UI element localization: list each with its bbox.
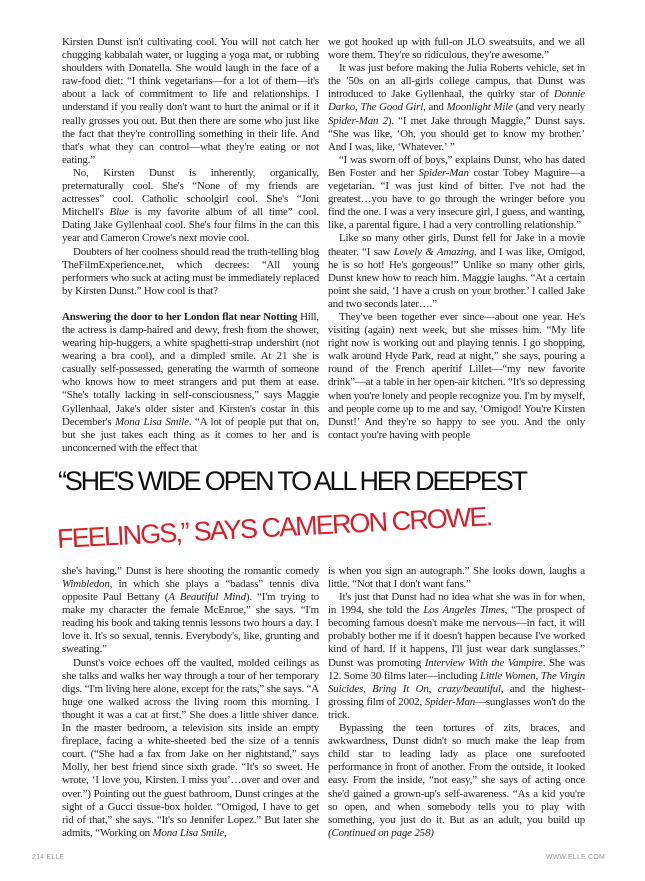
- pull-quote-line-1: “SHE'S WIDE OPEN TO ALL HER DEEPEST: [58, 465, 526, 496]
- article-paragraph: [62, 36, 319, 167]
- text-run: is when you sign an autograph.” She looks down, laughs a little. “Not that I don't want fans.”: [328, 564, 585, 590]
- article-paragraph: [328, 36, 585, 62]
- text-run: , in which she plays a “badass” tennis diva opposite Paul Bettany (: [62, 578, 319, 604]
- article-paragraph: [62, 167, 319, 246]
- italic-title: Wimbledon: [62, 578, 110, 590]
- text-run: . “A lot of people put that on, but she just takes each thing as it comes to her and is unconcerned with the effect that: [62, 415, 319, 454]
- text-run: , and I was like, Omigod, he is so hot! He's gorgeous!” Unlike so many other girls, Dunst knew how to reach him. Maggie laughs. “At a certain point she said, ‘I have a crush on your brother.’ I called Jake and two seconds later….”: [328, 245, 585, 310]
- text-run: —sunglasses won't do the trick.: [328, 695, 585, 721]
- text-run: It was just before making the Julia Roberts vehicle, set in the '50s on an all-girls college campus, that Dunst was introduced to Jake Gyllenhaal, the quirky star of: [328, 62, 585, 101]
- article-paragraph: [328, 232, 585, 311]
- italic-title: A Beautiful Mind: [168, 591, 246, 604]
- text-run: is my favorite album of all time” cool. Dating Jake Gyllenhaal cool. She's four films in the can this year and Cameron Crowe's next movie cool.: [62, 206, 319, 245]
- article-paragraph: [328, 154, 585, 233]
- page-footer: [0, 840, 645, 861]
- bottom-columns: [0, 565, 583, 840]
- text-run: Hill, the actress is damp-haired and dewy, fresh from the shower, wearing hip-huggers, a white spaghetti-strap undershirt (not wearing a bra cool), and a dimpled smile. At 21 she is casually self-possessed, generating the warmth of someone who knows how to meet strangers and put them at ease. “She's totally lacking in self-consciousness,” says Maggie Gyllenhaal, Jake's older sister and Kirsten's costar in this December's: [62, 310, 319, 428]
- italic-title: Moonlight Mile: [446, 101, 513, 114]
- pull-quote-line-2: FEELINGS,” SAYS CAMERON CROWE.: [56, 501, 492, 554]
- article-column-1: [62, 36, 319, 455]
- article-paragraph: [328, 311, 585, 442]
- article-column-4: [328, 565, 585, 840]
- pull-quote-line-2-wrapper: [58, 497, 587, 555]
- text-run: we got hooked up with full-on JLO sweatsuits, and we all wore them. They're so ridiculous, they're awesome.”: [328, 36, 585, 62]
- italic-title: Little Women, The Virgin Suicides, Bring It On, crazy/beautiful: [328, 669, 585, 695]
- text-run: Like so many other girls, Dunst fell for Jake in a movie theater. “I saw: [328, 232, 585, 258]
- text-run: (and very nearly: [512, 101, 585, 114]
- pull-quote: [0, 465, 587, 555]
- article-paragraph: [62, 657, 319, 840]
- text-run: Doubters of her coolness should read the truth-telling blog TheFilmExperience.net, which decrees: “All young performers who suck at acting must be immediately replaced by Kirsten Dunst.” How cool is that?: [62, 245, 319, 297]
- text-run: . She was 12. Some 30 films later—including: [328, 656, 585, 682]
- website-folio: WWW.ELLE.COM: [545, 853, 605, 861]
- text-run: No, Kirsten Dunst is inherently, organically, preternaturally cool. She's “None of my friends are actresses” cool. Catholic schoolgirl cool. She's “Joni Mitchell's: [62, 166, 319, 219]
- italic-title: Donnie Darko, The Good Girl: [328, 88, 585, 114]
- article-paragraph: [328, 565, 585, 591]
- text-run: It's just that Dunst had no idea what she was in for when, in 1994, she told the: [328, 591, 585, 617]
- text-run: costar Tobey Maguire—a vegetarian. “I was just kind of bitter. I've not had the greatest…you have to go through the wringer before you find the one. I was a very insecure girl, I guess, and wanting, like, a parental figure. I had a very controlling relationship.”: [328, 166, 585, 232]
- italic-title: Lovely & Amazing: [393, 245, 475, 258]
- text-run: Kirsten Dunst isn't cultivating cool. You will not catch her chugging kabbalah water, or lugging a yoga mat, or rubbing shoulders with Donatella. She would laugh in the face of a raw-food diet: “I think vegetarians—for a lot of them—it's about a lack of commitment to life and relationships. I understand if you really don't want to hurt the animal or if it really grosses you out. But then there are some who just like the fact that they're controlling something in their life. And that's what they can control—what they're eating or not eating.”: [62, 36, 319, 166]
- italic-title: Blue: [109, 206, 129, 219]
- page-number-folio: 214 ELLE: [32, 853, 65, 861]
- italic-title: Spider-Man: [418, 166, 469, 179]
- text-run: ,: [224, 826, 227, 839]
- italic-title: Los Angeles Times: [423, 604, 505, 617]
- text-run: Bypassing the teen tortures of zits, braces, and awkwardness, Dunst didn't so much make the leap from child star to leading lady as place one surefooted performance in front of another. From the outside, it looked easy. From the inside, “not easy,” she says of acting once she'd gained a grown-up's self-awareness. “As a kid you're so open, and when somebody tells you to play with something, you just do it. But as an adult, you build up: [328, 722, 585, 826]
- article-column-3: [62, 565, 319, 840]
- italic-title: Mona Lisa Smile: [152, 826, 225, 839]
- text-run: , and the highest-grossing film of 2002,: [328, 682, 585, 708]
- text-run: , “The prospect of becoming famous doesn't make me nervous—in fact, it will probably bother me if it doesn't happen because I've worked kind of hard. If it happens, I'll just wear dark sunglasses.” Dunst was promoting: [328, 604, 585, 669]
- article-paragraph: [328, 591, 585, 722]
- text-run: , and: [423, 101, 447, 114]
- italic-title: Interview With the Vampire: [424, 656, 543, 669]
- text-run: ). “I'm trying to make my character the female McEnroe,” she says. “I'm reading his book and taking tennis lessons two hours a day. I love it. It's so sexual, tennis. Everybody's, like, grunting and sweating.”: [62, 591, 319, 656]
- article-column-2: [328, 36, 585, 455]
- article-paragraph: [328, 62, 585, 154]
- top-columns: [0, 36, 583, 455]
- text-run: Dunst's voice echoes off the vaulted, molded ceilings as she talks and walks her way through a tour of her temporary digs. “I'm living here alone, except for the rats,” she says. “A huge one walked across the living room this morning. I thought it was a cat at first.” She does a little shiver dance. In the master bedroom, a television sits inside an empty fireplace, facing a white-sheeted bed the size of a tennis court. (“She had a fax from Jake on her nightstand,” says Molly, her best friend since sixth grade. “It's so sweet. He wrote, ‘I love you, Kirsten. I miss you’…over and over and over.”) Pointing out the guest bathroom, Dunst cringes at the sight of a Gucci tissue-box holder. “Omigod, I have to get rid of that,” she says. “It's so Jennifer Lopez.” But later she admits, “Working on: [62, 656, 319, 839]
- italic-title: Spider-Man: [424, 695, 476, 708]
- italic-title: Spider-Man 2: [328, 114, 388, 127]
- italic-title: (Continued on page 258): [328, 826, 434, 839]
- text-run: They've been together ever since—about one year. He's visiting (again) next week, but she misses him. “My life right now is working out and playing tennis. I go shopping, walk around Hyde Park, read at night,” she says, pouring a round of the French aperitif Lillet—“my new favorite drink”—at a table in her open-air kitchen. “It's so depressing when you're lonely and people recognize you. I'm by myself, and people come up to me and say, ‘Omigod! You're Kirsten Dunst!’ And they're so happy to see you. And the only contact you're having with people: [328, 310, 585, 441]
- article-paragraph: [328, 722, 585, 840]
- article-paragraph: [62, 246, 319, 298]
- text-run: “I was sworn off of boys,” explains Dunst, who has dated Ben Foster and her: [328, 153, 585, 179]
- lead-in: Answering the door to her London flat near Notting: [62, 310, 298, 323]
- text-run: ). “I met Jake through Maggie,” Dunst says. “She was like, ‘Oh, you should get to know my brother.’ And I was, like, ‘Whatever.’ ”: [328, 114, 585, 153]
- text-run: she's having.” Dunst is here shooting the romantic comedy: [62, 564, 319, 577]
- article-paragraph: [62, 565, 319, 657]
- article-paragraph: [62, 311, 319, 455]
- italic-title: Mona Lisa Smile: [115, 415, 189, 428]
